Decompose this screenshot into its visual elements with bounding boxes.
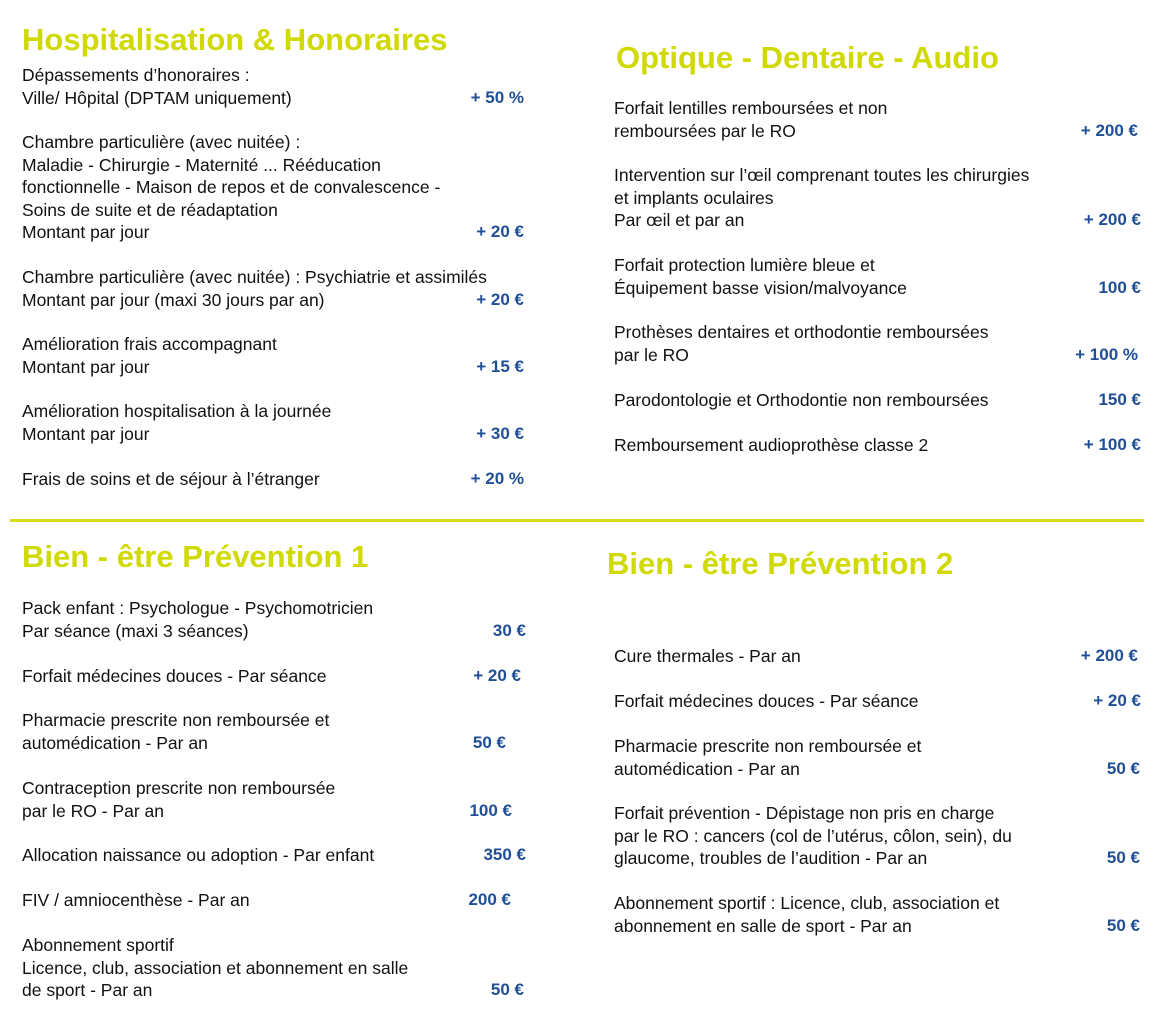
benefit-value: + 100 % <box>1075 344 1138 364</box>
benefit-value: 150 € <box>1098 390 1141 409</box>
benefit-label: Forfait médecines douces - Par séance <box>22 666 327 686</box>
benefit-label: Remboursement audioprothèse classe 2 <box>614 435 929 455</box>
benefit-value: 50 € <box>490 980 524 999</box>
benefit-item <box>614 735 1140 780</box>
benefit-label: Chambre particulière (avec nuitée) : Psychiatrie et assimilés Montant par jour (maxi 30 jours par an) <box>22 267 487 310</box>
benefit-item <box>22 777 512 822</box>
benefit-value: 50 € <box>1106 758 1140 778</box>
benefit-value: + 50 % <box>470 87 524 107</box>
benefit-value: + 20 € <box>476 289 524 309</box>
benefit-label: Frais de soins et de séjour à l’étranger <box>22 469 320 489</box>
benefit-item <box>22 597 526 642</box>
benefit-value: 30 € <box>492 620 526 640</box>
benefit-value: + 30 € <box>476 423 524 443</box>
section-prevention-1 <box>22 0 526 1024</box>
section-title: Bien - être Prévention 2 <box>607 546 954 581</box>
benefit-label: Pharmacie prescrite non remboursée et automédication - Par an <box>614 736 922 779</box>
benefit-label: FIV / amniocenthèse - Par an <box>22 890 250 910</box>
benefit-label: Forfait protection lumière bleue et Équipement basse vision/malvoyance <box>614 255 907 298</box>
benefit-label: Forfait prévention - Dépistage non pris en charge par le RO : cancers (col de l’utérus, côlon, sein), du glaucome, troubles de l’audition - Par an <box>614 803 1012 868</box>
benefit-value: + 20 % <box>470 469 524 488</box>
benefit-item <box>614 892 1140 937</box>
section-title: Bien - être Prévention 1 <box>22 539 369 574</box>
benefit-item <box>22 665 521 688</box>
benefit-item <box>22 709 506 754</box>
benefit-label: Parodontologie et Orthodontie non remboursées <box>614 390 989 410</box>
benefit-label: Intervention sur l’œil comprenant toutes les chirurgies et implants oculaires Par œil et par an <box>614 165 1030 230</box>
benefit-value: + 200 € <box>1080 120 1138 140</box>
benefit-label: Chambre particulière (avec nuitée) : Maladie - Chirurgie - Maternité ... Rééducation fonctionnelle - Maison de repos et de convalescence - Soins de suite et de réadaptation Montant par jour <box>22 132 441 242</box>
benefit-item <box>22 889 511 912</box>
benefit-value: 50 € <box>472 732 506 752</box>
benefit-value: + 15 € <box>476 356 524 376</box>
benefit-value: + 100 € <box>1083 435 1141 454</box>
benefit-item <box>614 645 1138 668</box>
benefit-item <box>614 802 1140 870</box>
benefit-label: Abonnement sportif : Licence, club, association et abonnement en salle de sport - Par an <box>614 893 1000 936</box>
benefit-value: + 200 € <box>1080 646 1138 665</box>
benefit-label: Amélioration frais accompagnant Montant par jour <box>22 334 277 377</box>
benefit-label: Abonnement sportif Licence, club, association et abonnement en salle de sport - Par an <box>22 935 409 1000</box>
benefit-value: 100 € <box>469 800 512 820</box>
benefit-label: Pack enfant : Psychologue - Psychomotricien Par séance (maxi 3 séances) <box>22 598 374 641</box>
benefit-item <box>22 844 526 867</box>
benefit-value: 100 € <box>1098 277 1141 297</box>
benefit-value: 50 € <box>1106 848 1140 867</box>
benefit-label: Allocation naissance ou adoption - Par enfant <box>22 845 375 865</box>
benefit-value: 200 € <box>468 890 511 909</box>
section-prevention-2 <box>607 0 1141 1024</box>
benefit-label: Dépassements d’honoraires : Ville/ Hôpital (DPTAM uniquement) <box>22 65 292 108</box>
benefit-label: Prothèses dentaires et orthodontie remboursées par le RO <box>614 322 989 365</box>
benefit-label: Cure thermales - Par an <box>614 646 801 666</box>
benefit-item <box>22 934 524 1002</box>
benefit-label: Contraception prescrite non remboursée par le RO - Par an <box>22 778 336 821</box>
section-title: Optique - Dentaire - Audio <box>616 40 999 75</box>
benefit-item <box>614 690 1141 713</box>
benefit-value: + 20 € <box>476 222 524 241</box>
benefit-label: Amélioration hospitalisation à la journée Montant par jour <box>22 401 332 444</box>
benefit-value: 350 € <box>483 845 526 864</box>
benefit-label: Forfait lentilles remboursées et non remboursées par le RO <box>614 98 888 141</box>
benefit-label: Forfait médecines douces - Par séance <box>614 691 919 711</box>
benefit-value: + 20 € <box>1093 691 1141 710</box>
benefit-value: 50 € <box>1106 915 1140 935</box>
benefit-label: Pharmacie prescrite non remboursée et automédication - Par an <box>22 710 330 753</box>
section-title: Hospitalisation & Honoraires <box>22 22 448 57</box>
benefit-value: + 20 € <box>473 666 521 685</box>
benefit-value: + 200 € <box>1083 210 1141 229</box>
